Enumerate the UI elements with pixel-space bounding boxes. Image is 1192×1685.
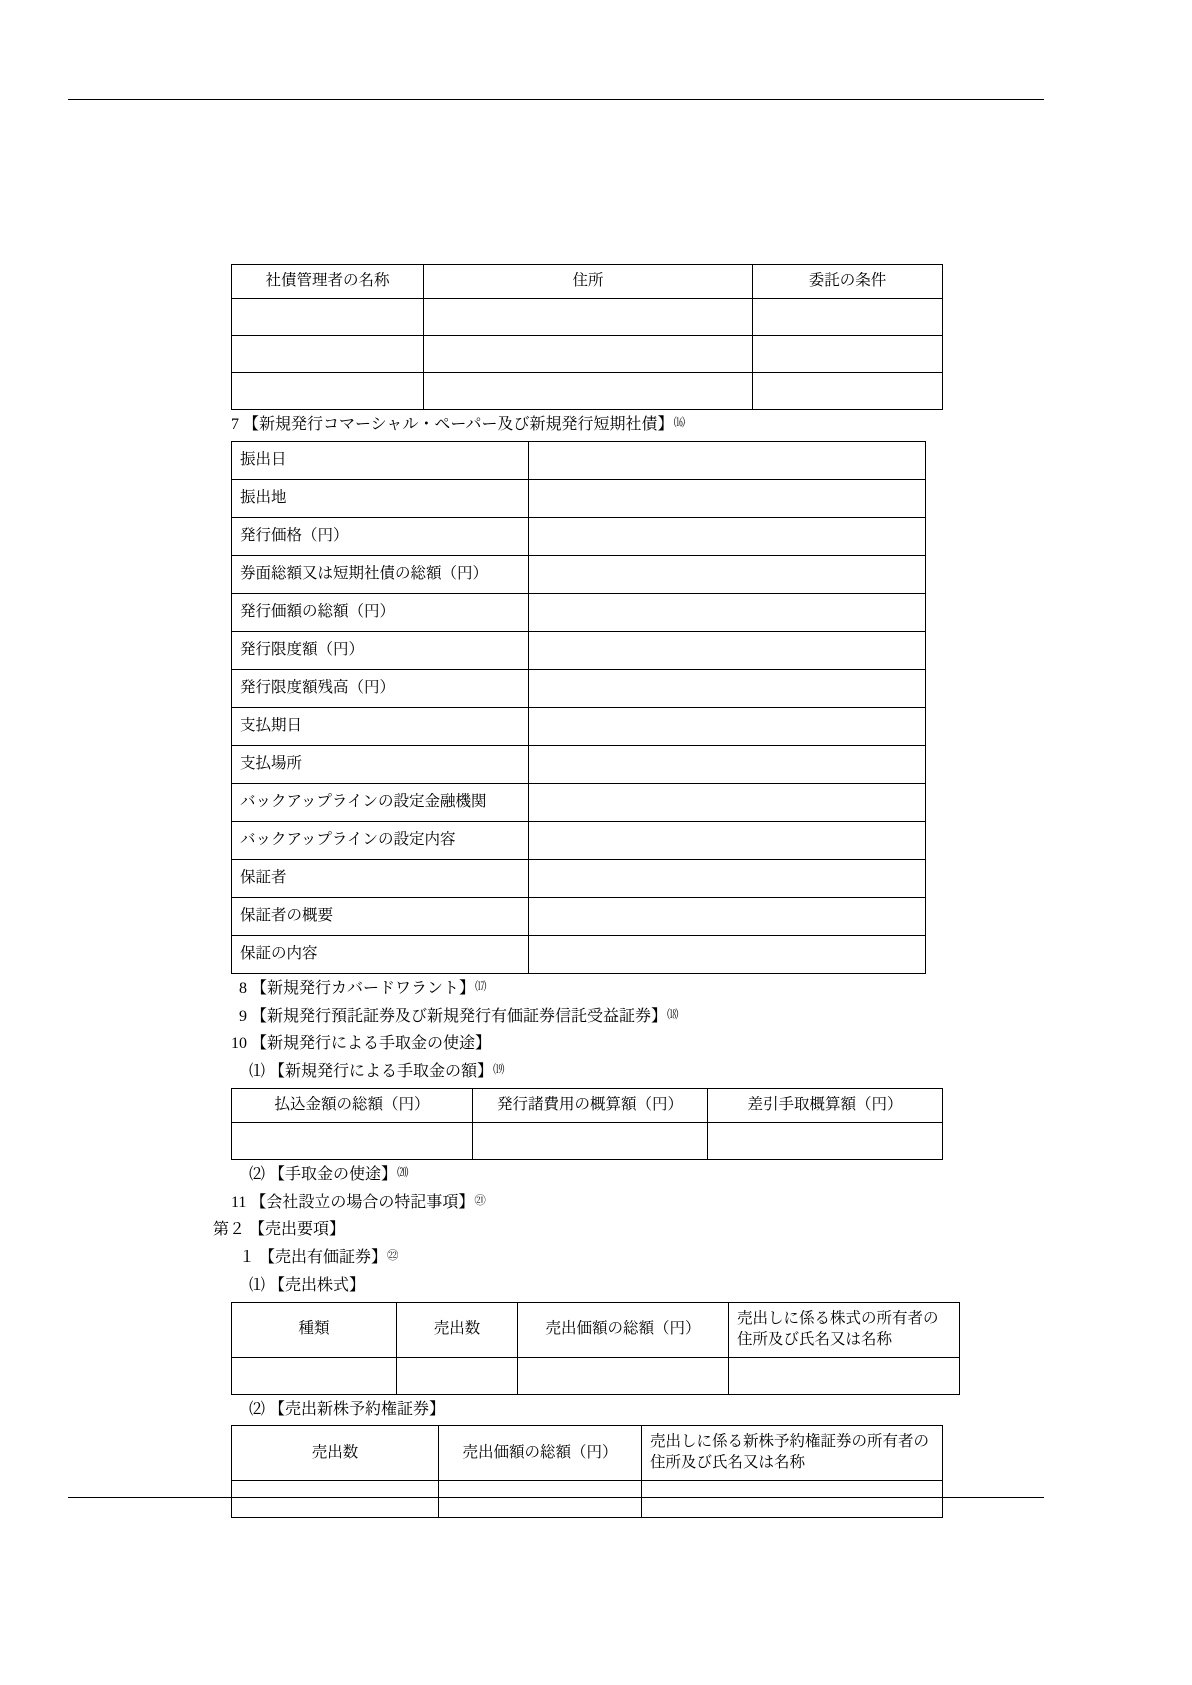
column-header-sale-count: 売出数 — [397, 1302, 518, 1357]
column-header-manager-name: 社債管理者の名称 — [232, 265, 424, 299]
section-number: 8 — [239, 979, 247, 997]
column-header-share-owner: 売出しに係る株式の所有者の住所及び氏名又は名称 — [729, 1302, 960, 1357]
cell-entrust-terms — [753, 372, 943, 409]
column-header-total-payment: 払込金額の総額（円） — [232, 1088, 473, 1122]
table-header-row — [232, 265, 943, 299]
row-value-issue-limit — [529, 631, 926, 669]
column-header-address: 住所 — [424, 265, 753, 299]
section-heading-part2-1-2 — [231, 1398, 1013, 1423]
section-number: ⑵ — [249, 1165, 266, 1183]
table-row — [232, 631, 926, 669]
row-label-backup-line-institution: バックアップラインの設定金融機関 — [232, 783, 529, 821]
row-label-issue-place: 振出地 — [232, 479, 529, 517]
section-heading-8 — [231, 977, 1013, 1002]
section-title: 【新規発行預託証券及び新規発行有価証券信託受益証券】 — [251, 1007, 668, 1025]
row-value-payment-place — [529, 745, 926, 783]
column-header-warrant-sale-total-value: 売出価額の総額（円） — [439, 1426, 642, 1481]
section-heading-9 — [231, 1005, 1013, 1030]
row-value-total-issue-value — [529, 593, 926, 631]
section-title: 【売出有価証券】 — [259, 1249, 388, 1267]
proceeds-table-wrap — [231, 1088, 1013, 1160]
row-value-guarantor-overview — [529, 897, 926, 935]
bond-manager-table-wrap — [231, 264, 1013, 410]
section-number: ⑴ — [249, 1063, 266, 1081]
cell-sale-total-value — [518, 1357, 729, 1394]
cell-total-payment — [232, 1122, 473, 1159]
cell-manager-name — [232, 298, 424, 335]
column-header-warrant-owner: 売出しに係る新株予約権証券の所有者の住所及び氏名又は名称 — [642, 1426, 943, 1481]
header-rule — [68, 99, 1044, 100]
commercial-paper-table-wrap — [231, 441, 1013, 974]
table-row — [232, 745, 926, 783]
table-row — [232, 1122, 943, 1159]
table-row — [232, 441, 926, 479]
table-row — [232, 783, 926, 821]
cell-manager-name — [232, 372, 424, 409]
section-note: ⒇ — [397, 1166, 409, 1179]
row-value-backup-line-institution — [529, 783, 926, 821]
row-value-issue-place — [529, 479, 926, 517]
table-row — [232, 669, 926, 707]
proceeds-table — [231, 1088, 943, 1160]
section-heading-10-1 — [231, 1060, 1013, 1085]
row-label-guarantor-overview: 保証者の概要 — [232, 897, 529, 935]
row-label-issue-date: 振出日 — [232, 441, 529, 479]
row-value-backup-line-details — [529, 821, 926, 859]
table-row — [232, 372, 943, 409]
column-header-warrant-sale-count: 売出数 — [232, 1426, 439, 1481]
row-label-total-face-amount: 券面総額又は短期社債の総額（円） — [232, 555, 529, 593]
column-header-net-proceeds: 差引手取概算額（円） — [708, 1088, 943, 1122]
section-note: ㉑ — [474, 1194, 486, 1207]
table-row — [232, 479, 926, 517]
section-title: 【新規発行による手取金の使途】 — [251, 1035, 492, 1053]
table-row — [232, 555, 926, 593]
section-title: 【新規発行による手取金の額】 — [269, 1063, 494, 1081]
section-note: ⒄ — [475, 980, 487, 993]
sale-warrants-table-wrap — [231, 1425, 1013, 1518]
row-value-issue-limit-balance — [529, 669, 926, 707]
table-row — [232, 298, 943, 335]
section-heading-part2-1 — [231, 1246, 1013, 1271]
cell-entrust-terms — [753, 298, 943, 335]
section-heading-11 — [231, 1191, 1013, 1216]
row-label-payment-place: 支払場所 — [232, 745, 529, 783]
section-note: ㉒ — [387, 1250, 399, 1263]
section-heading-10 — [231, 1032, 1013, 1057]
row-value-issue-date — [529, 441, 926, 479]
row-label-guarantee-details: 保証の内容 — [232, 935, 529, 973]
table-row — [232, 593, 926, 631]
commercial-paper-table — [231, 441, 926, 974]
bond-manager-table — [231, 264, 943, 410]
table-row — [232, 1481, 943, 1518]
section-number: 7 — [231, 415, 239, 433]
row-label-payment-date: 支払期日 — [232, 707, 529, 745]
section-heading-part2 — [213, 1218, 1013, 1243]
section-number: 第２ — [213, 1221, 246, 1239]
row-label-issue-price: 発行価格（円） — [232, 517, 529, 555]
row-label-guarantor: 保証者 — [232, 859, 529, 897]
section-title: 【売出要項】 — [249, 1221, 346, 1239]
section-title: 【新規発行コマーシャル・ペーパー及び新規発行短期社債】 — [243, 415, 674, 433]
section-number: ⑴ — [249, 1277, 266, 1295]
cell-issue-expenses — [473, 1122, 708, 1159]
cell-warrant-sale-count — [232, 1481, 439, 1518]
sale-warrants-table — [231, 1425, 943, 1518]
row-label-issue-limit-balance: 発行限度額残高（円） — [232, 669, 529, 707]
document-content — [213, 262, 1013, 1520]
column-header-issue-expenses: 発行諸費用の概算額（円） — [473, 1088, 708, 1122]
table-row — [232, 1357, 960, 1394]
table-row — [232, 859, 926, 897]
row-label-total-issue-value: 発行価額の総額（円） — [232, 593, 529, 631]
section-number: 10 — [231, 1035, 247, 1053]
row-label-backup-line-details: バックアップラインの設定内容 — [232, 821, 529, 859]
section-heading-7 — [231, 413, 1013, 438]
column-header-sale-total-value: 売出価額の総額（円） — [518, 1302, 729, 1357]
cell-address — [424, 372, 753, 409]
cell-net-proceeds — [708, 1122, 943, 1159]
table-row — [232, 897, 926, 935]
section-title: 【売出新株予約権証券】 — [269, 1400, 446, 1418]
table-row — [232, 821, 926, 859]
row-value-issue-price — [529, 517, 926, 555]
cell-warrant-sale-total-value — [439, 1481, 642, 1518]
row-value-payment-date — [529, 707, 926, 745]
cell-entrust-terms — [753, 335, 943, 372]
section-number: ⑵ — [249, 1400, 266, 1418]
section-note: ⒅ — [667, 1008, 679, 1021]
section-title: 【手取金の使途】 — [269, 1165, 398, 1183]
cell-share-owner — [729, 1357, 960, 1394]
column-header-share-type: 種類 — [232, 1302, 397, 1357]
section-title: 【新規発行カバードワラント】 — [251, 979, 476, 997]
row-value-guarantor — [529, 859, 926, 897]
section-number: 11 — [231, 1193, 247, 1211]
cell-address — [424, 335, 753, 372]
cell-address — [424, 298, 753, 335]
sale-shares-table-wrap — [231, 1302, 1013, 1395]
cell-manager-name — [232, 335, 424, 372]
table-header-row — [232, 1302, 960, 1357]
table-row — [232, 707, 926, 745]
row-value-total-face-amount — [529, 555, 926, 593]
section-heading-part2-1-1 — [231, 1274, 1013, 1299]
row-value-guarantee-details — [529, 935, 926, 973]
section-title: 【会社設立の場合の特記事項】 — [250, 1193, 475, 1211]
section-heading-10-2 — [231, 1163, 1013, 1188]
table-row — [232, 935, 926, 973]
sale-shares-table — [231, 1302, 960, 1395]
table-header-row — [232, 1088, 943, 1122]
section-number: 9 — [239, 1007, 247, 1025]
section-number: １ — [239, 1249, 256, 1267]
section-title: 【売出株式】 — [269, 1277, 366, 1295]
column-header-entrust-terms: 委託の条件 — [753, 265, 943, 299]
cell-warrant-owner — [642, 1481, 943, 1518]
section-note: ⒃ — [673, 417, 685, 430]
row-label-issue-limit: 発行限度額（円） — [232, 631, 529, 669]
table-row — [232, 335, 943, 372]
cell-sale-count — [397, 1357, 518, 1394]
section-note: ⒆ — [493, 1064, 505, 1077]
table-row — [232, 517, 926, 555]
table-header-row — [232, 1426, 943, 1481]
cell-share-type — [232, 1357, 397, 1394]
